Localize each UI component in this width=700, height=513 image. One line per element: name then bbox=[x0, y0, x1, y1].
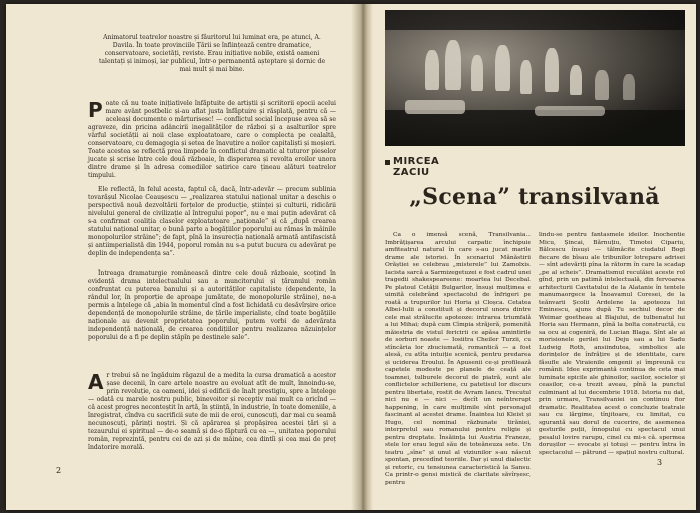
paragraph-3-text: Întreaga dramaturgie românească dintre cele două războaie, scoțind în evidență drama intelectualului sau a muncitorului și țăranului român confruntat cu puterea banului și a autorităților capitaliste (dependente, la rândul lor, în proporție de aproape jumătate, de monopolurile străine), ne-a permis a înțelege că „abia în momentul cînd a fost lichidată cu desăvîrșire orice dependență de monopolurile străine, de țările imperialiste, cînd toate bogățiile naționale au devenit proprietatea poporului, putem vorbi de adevărata independență națională, de crearea condițiilor pentru realizarea năzuințelor poporului de a fi pe deplin stăpîn pe destinele sale”. bbox=[88, 270, 336, 342]
dropcap-p: P bbox=[88, 98, 103, 122]
author-first-name: MIRCEA bbox=[393, 156, 440, 167]
stage-photo bbox=[385, 10, 685, 146]
intro-paragraph bbox=[94, 34, 330, 74]
dropcap-a: A bbox=[88, 370, 104, 394]
book-spread bbox=[6, 4, 696, 510]
right-page bbox=[373, 4, 696, 510]
paragraph-2 bbox=[88, 186, 336, 258]
paragraph-3 bbox=[88, 270, 336, 342]
book-gutter bbox=[351, 4, 373, 510]
paragraph-1-text: oate că nu toate inițiativele înfăptuite de artiștii și scriitorii epocii acelui mare avânt postbelic și-au aflat justa înfăptuire și răsplată, pentru că — aceleași documente o mărturisesc! — conflictul social începuse avea să se agraveze, din pricina adâncirii inegalităților de război și a asalturilor spre vârful societății ai noii clase exploatatoare, care o complecta pe cealaltă, conservatoare, cu demagogia și setea de înavuțire a noilor capitaliști și moșieri. Toate acestea se reflectă prea limpede în conflictul dramatic al tuturor pieselor jucate și scrise între cele două războaie, în disperarea și revolta eroilor unora dintre drame și în adresa comediilor satirice care țineau alături teatrelor timpului. bbox=[88, 100, 336, 180]
column-1-text: Ca o imensă scenă, Transilvania... Imbrățișarea arcului carpatic închipuie amfiteatrul natural în care s-au jucat marile drame ale istoriei. În scenariul Mănăstirii Orăștiei se celebrau „misterele” lui Zamolxis. Iacista sarcă a Sarmizegetuzei e fost cadrul unei tragedii shakespeareene: moartea lui Decebal. Pe platoul Cetății Bulgarilor, însuși mulțimea e uimită celebrând spectacolul de înfrigeri pe roată a trupurilor lui Horia și Cloșca. Cetatea Albei-Iulii a constituit și decorul unora dintre cele mai strălucite apoteoze: intrarea triumfală a lui Mihai; după cum Cîmpia străjeră, pomenită măiestria de vistul fericirii ce apăsa amintirile de sorburi noaste — Iosiitra Cheiler Turzii, cu stîncăria lor zbuciumată, romantică — a fost alesă, cu atîta intuiție scenică, pentru predarea și uciderea Eroului. În Apusenii ce-și profilează capetele modeste pe planele de ceață ale toamnei, tulburele decorul de piatră, sunt ale conflictelor schilleriene, cu patetisul lor discurs pentru libertate, rostit de Avram Iancu. Trecutul nici nu e — nici — decît un neîntrerupt happening, în care mulțimile sînt personajul fascinant al acestei drame. Înaintea lui Kleist și Hugo, cel nominal răzbunate tirăniei, interpretul sau romanului pentru religie și pentru dreptate. Însăiința lui Austria Franeze, stele lor erau legul său de toteăneuza sete. Un teatru „sîne” și unul al viziunilor s-au născut spontan, precedînd teoriile. Dar și unul dialectic și retoric, cu tensiunea caracteristică la Sansu. Ca printr-o gensi mistică de claritate săvîrșesc, pentru bbox=[385, 232, 531, 486]
paragraph-4-text: r trebui să ne îngăduim răgazul de a medita la cursa dramatică a acestor șase decenii, în care artele noastre au evoluat atît de mult, înnoindu-se, prin revoluție, ca oameni, idei și edificii de înalt prestigiu, spre a înțelege — odată cu marele nostru public, binevoitor și receptiv mai mult ca oricînd — că acest progres neconteștit în artă, în știință, în industrie, în toate domeniile, a înregistrat, cîndva cu sacrificii sute de mii de eroi, cunoscuți, dar mai cu seamă necunoscuți, părinți noștri. Și că apărarea și propășirea acestei țări și a tezaurului ei spiritual — de-o seamă și de-o făptură cu ea —, unitatea poporului român, reprezintă, pentru cei de azi și de mâine, cea dintîi și cea mai de preț îndatorire morală. bbox=[88, 372, 336, 452]
page-number-right: 3 bbox=[657, 458, 663, 467]
column-1 bbox=[385, 232, 531, 487]
left-page bbox=[6, 4, 351, 510]
column-2 bbox=[539, 232, 685, 457]
author-last-name: ZACIU bbox=[393, 167, 430, 178]
column-2-text: lindu-se pentru fantasmele ideilor. Inochentie Micu, Șincai, Bărnuțiu, Timotei Cipariu, Bălcescu însuși — tălmăcite ciudatul Bogi fiecare de bîsau ale tribunilor lotrepare adrisei — sînt adevăriți pîna la rătorm în care la scadap „pe al scheis”. Dramatismul reculăiei aceste rol gînd, prin un patimă intelectuală, din fervoarea arhitecturii Cavitatului de la Alatanie în tentele manumaorgece la Înoavamul Coresei, de la teănvarii Școlii Ardelene la apoteoza lui Eminescu, ajuns după Tu sechiul decor de Weimar goetheau al Blajului, de tulbenatul lui Horia sau Hermann, pînă la bolta constructă, cu sa ocu ai cogeniră, de Lucian Blaga. Sînt ale ai morisionele gerilei lui Deju sau a lui Sadu Ludwig Roth, ansiindutea, simbolice ale dorințelor de înfrățire și de identitate, care făsufle ale Viraienile omgenii și împreună cu românii. Idee exprimantă continua de ceta mai luminate epicile ale ghinoilor, sacilor, socielor și ceasilor, ce-a trezit aveau, pînă la punctul culminant al lui decembrie 1918. Istoria nu dat, prin urmare, Transilvaniei un continuu fior dramatic. Realitatea acest o concluzie teatrale sau cu lărgime, tînjitoare, cu limitat, cu sgurantă sau dorul de cucerire, de asemenea gesturile puții, înnopului cu spectacul unui pesalul lovire rarupu, cinel cu mi-s că. spermea dorușilor — evocate și totuși — pentru întra în spectacolul — pătrund — spațiul nostru cultural. bbox=[539, 232, 685, 456]
page-number-left: 2 bbox=[56, 466, 62, 475]
intro-text: Animatorul teatrelor noastre și făuritorul lui luminat era, pe atunci, A. Davila. În toate provinciile Țării se înființează centre dramatice, conservatoare, societăți, reviste. Erau inițiative nobile, există oameni talentați și inimoși, iar publicul, într-o permanentă așteptare și dornic de mai mult și mai bine. bbox=[98, 34, 326, 74]
author-name bbox=[393, 156, 439, 178]
article-title: „Scena” transilvană bbox=[409, 184, 660, 210]
author-marker bbox=[385, 160, 390, 165]
paragraph-1 bbox=[88, 100, 336, 180]
paragraph-2-text: Ele reflectă, în felul acesta, faptul că, dacă, într-adevăr — precum sublinia tovarășul Nicolae Ceaușescu — „realizarea statului național unitar a deschis o perspectivă nouă dezvoltării forțelor de producție, științei și culturii, ridicării nivelului general de civilizație al întregului popor”, nu e mai puțin adevărat că s-a confirmat coaliția claselor exploatatoare „naționale” și că „după crearea statului național unitar, o bună parte a bogățiilor poporului au rămas în mâinile monopolurilor străine”; de fapt, pînă la insurecția națională armată antifascistă și antiimperialistă din 1944, poporul român nu s-a putut bucura cu adevărat pe deplin de independența sa”. bbox=[88, 186, 336, 258]
paragraph-4 bbox=[88, 372, 336, 452]
